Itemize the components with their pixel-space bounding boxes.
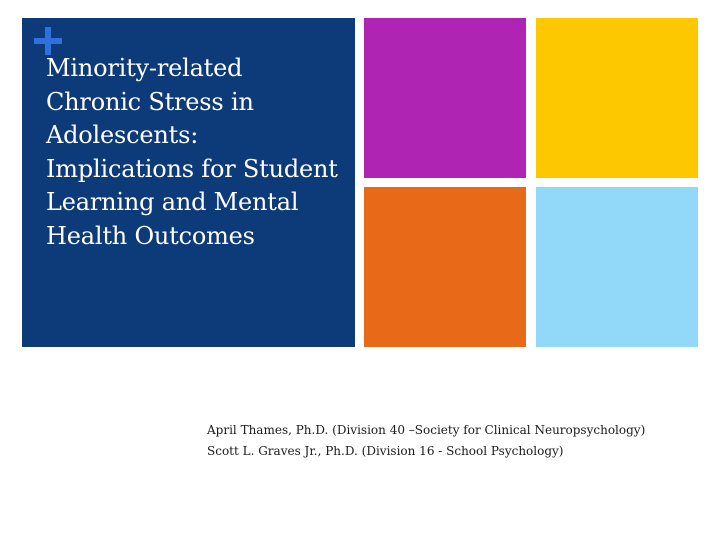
slide-title [46, 52, 356, 253]
author-line-graves: Scott L. Graves Jr., Ph.D. (Division 16 - School Psychology) [207, 444, 564, 458]
author-line-thames: April Thames, Ph.D. (Division 40 –Society for Clinical Neuropsychology) [207, 423, 646, 437]
title-line: Minority-related [46, 54, 243, 82]
title-line: Implications for Student [46, 154, 338, 183]
author-credits [207, 420, 707, 462]
plus-icon-vertical-bar [45, 27, 51, 55]
title-line: Health Outcomes [46, 221, 255, 250]
decorative-tile-skyblue [536, 187, 698, 347]
title-line: Adolescents: [46, 121, 199, 149]
decorative-tile-yellow [536, 18, 698, 178]
decorative-tile-magenta [364, 18, 526, 178]
title-line: Learning and Mental [46, 188, 299, 216]
title-line: Chronic Stress in [46, 87, 254, 116]
decorative-tile-orange [364, 187, 526, 347]
